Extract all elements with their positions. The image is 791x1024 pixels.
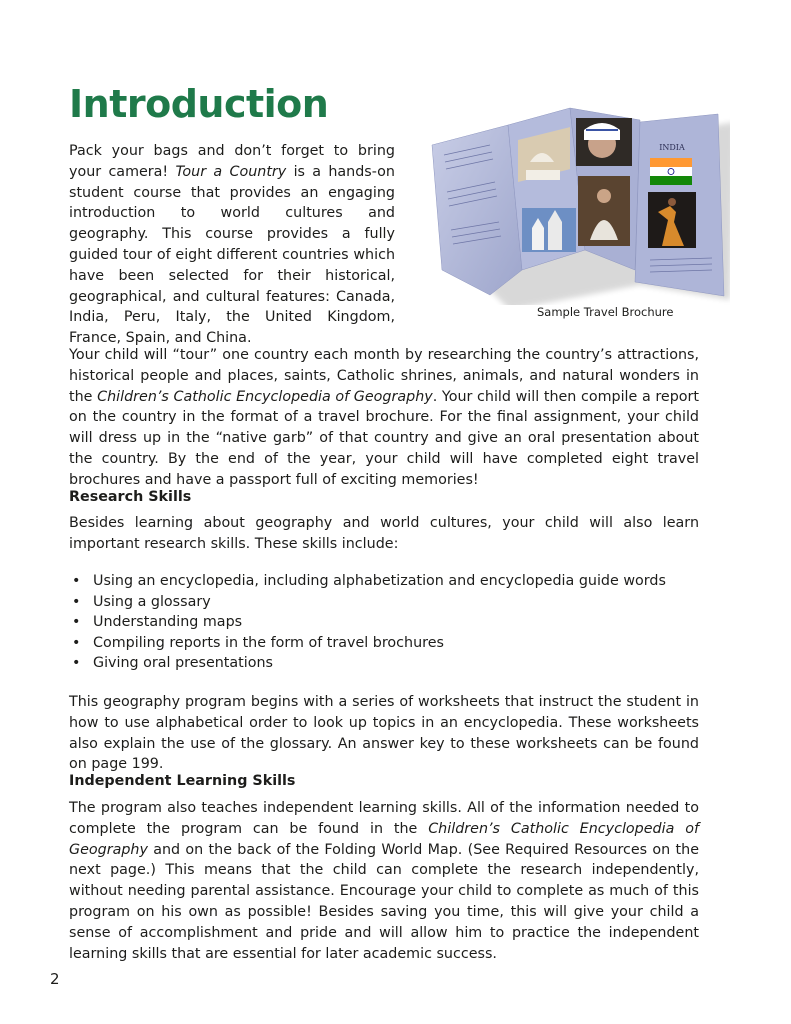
- research-skills-heading: Research Skills: [69, 489, 192, 505]
- bullet: •: [72, 614, 81, 631]
- brochure-heading: INDIA: [659, 143, 685, 152]
- page-title: Introduction: [69, 82, 329, 126]
- research-skills-paragraph: Besides learning about geography and world cultures, your child will also learn important research skills. These skills include:: [69, 515, 699, 552]
- bullet: •: [72, 634, 81, 651]
- page-number: 2: [50, 970, 60, 988]
- list-item: • Giving oral presentations: [69, 653, 699, 674]
- bullet: •: [72, 573, 81, 589]
- list-item: • Using a glossary: [69, 592, 699, 613]
- worksheets-paragraph: This geography program begins with a series of worksheets that instruct the student in how to use alphabetical order to look up topics in an encyclopedia. These worksheets also explain the use of the glossary. An answer key to these worksheets can be found on page 199.: [69, 694, 699, 773]
- brochure-image: [430, 100, 730, 305]
- intro-paragraph: Pack your bags and don’t forget to bring your camera! Tour a Country is a hands-on student course that provides an engaging introduction to world cultures and geography. This course provides a fully guided tour of eight different countries which have been selected for their historical, geographical, and cultural features: Canada, India, Peru, Italy, the United Kingdom, France, Spain, and China.: [69, 143, 395, 347]
- research-skills-list: [69, 571, 699, 674]
- list-item: • Understanding maps: [69, 612, 699, 633]
- body-paragraph-1: Your child will “tour” one country each month by researching the country’s attractions, historical people and places, saints, Catholic shrines, animals, and natural wonders in the Children’s Catholic Encyclopedia of Geography. Your child will then compile a report on the country in the format of a travel brochure. For the final assignment, your child will dress up in the “native garb” of that country and give an oral presentation about the country. By the end of the year, your child will have completed eight travel brochures and have a passport full of exciting memories!: [69, 347, 699, 488]
- image-caption: Sample Travel Brochure: [537, 305, 674, 319]
- bullet: •: [72, 655, 81, 672]
- independent-learning-heading: Independent Learning Skills: [69, 773, 296, 789]
- list-item: • Compiling reports in the form of travel brochures: [69, 633, 699, 654]
- independent-learning-paragraph: The program also teaches independent learning skills. All of the information needed to complete the program can be found in the Children’s Catholic Encyclopedia of Geography and on the back of the Folding World Map. (See Required Resources on the next page.) This means that the child can complete the research independently, without needing parental assistance. Encourage your child to complete as much of this program on his own as possible! Besides saving you time, this will give your child a sense of accomplishment and pride and will allow him to practice the independent learning skills that are essential for later academic success.: [69, 800, 700, 962]
- list-item: • Using an encyclopedia, including alphabetization and encyclopedia guide words: [69, 571, 699, 592]
- bullet: •: [72, 593, 81, 610]
